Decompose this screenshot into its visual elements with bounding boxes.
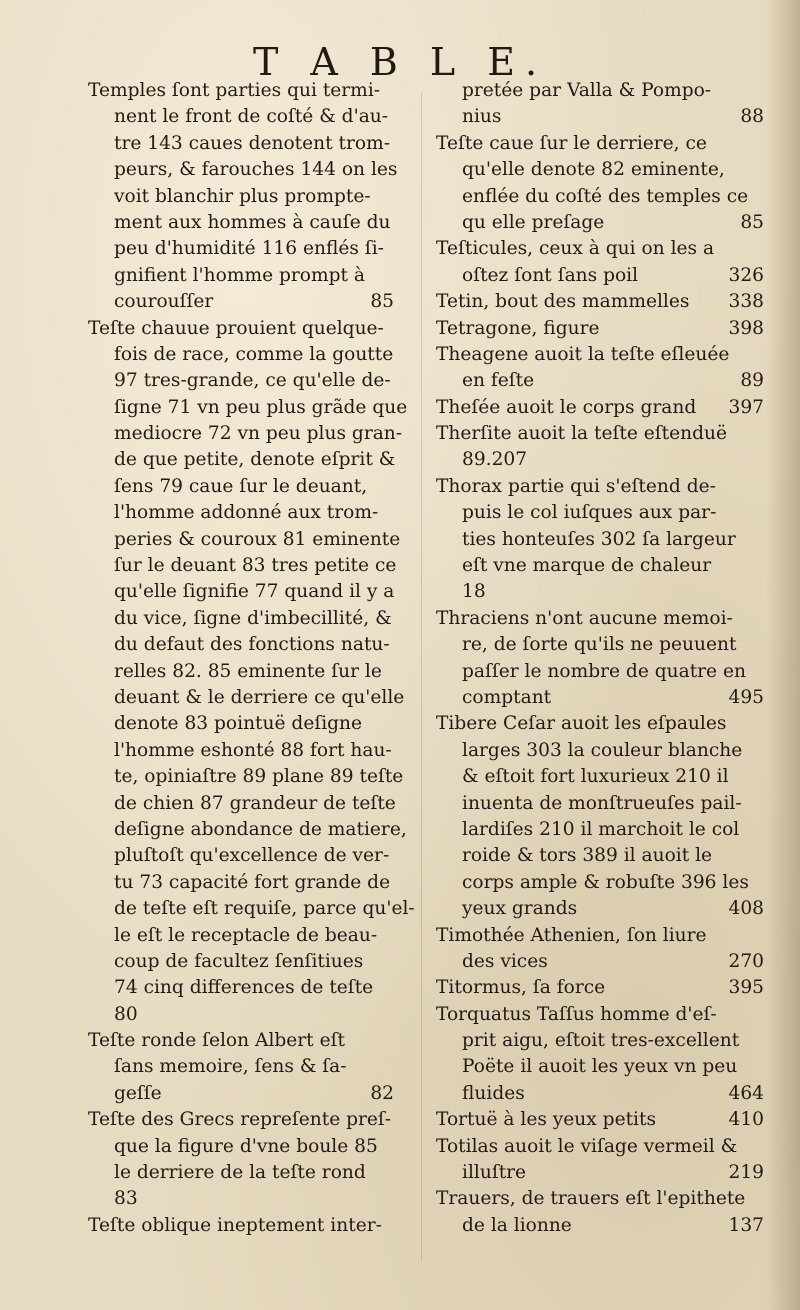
page-number: 464	[728, 1082, 764, 1104]
entry-text-line: pluſtoſt qu'excellence de ver-	[114, 845, 390, 867]
entry-text-line: Totilas auoit le viſage vermeil &	[436, 1135, 738, 1157]
entry-text-line: fois de race, comme la goutte	[114, 343, 394, 365]
page-number: 219	[728, 1162, 764, 1184]
index-entry	[436, 316, 768, 342]
page-number: 410	[728, 1109, 764, 1131]
entry-text-line: Theagene auoit la teſte eſleuée	[436, 343, 730, 365]
entry-text-line: en feſte	[462, 370, 535, 392]
entry-text-line: des vices	[462, 950, 548, 972]
entry-text-line: eſt vne marque de chaleur	[462, 555, 712, 577]
page-number: 85	[370, 291, 394, 313]
entry-text-line: le derriere de la teſte rond	[114, 1162, 366, 1184]
index-entry	[436, 1186, 768, 1239]
entry-text-line: Therſite auoit la teſte eſtenduë	[436, 423, 727, 445]
entry-text-line: peries & couroux 81 eminente	[114, 528, 401, 550]
entry-text: Tetin, bout des mammelles	[436, 291, 690, 313]
entry-text-line	[436, 289, 768, 315]
entry-text-line: l'homme addonné aux trom-	[114, 502, 379, 524]
entry-text-line: qu elle preſage	[462, 211, 605, 233]
entry-text-line: Thraciens n'ont aucune memoi-	[436, 607, 733, 629]
entry-text-line: deuant & le derriere ce qu'elle	[114, 686, 405, 708]
entry-text-line: peurs, & farouches 144 on les	[114, 159, 398, 181]
entry-text-line: puis le col iuſques aux par-	[462, 502, 717, 524]
page-number: 338	[728, 291, 764, 313]
entry-text-line	[436, 395, 768, 421]
page-number: 495	[728, 686, 764, 708]
entry-text-line	[436, 975, 768, 1001]
entry-text-line: Teſte des Grecs repreſente preſ-	[88, 1109, 392, 1131]
index-entry	[436, 606, 768, 712]
entry-text-line: 18	[462, 581, 486, 603]
entry-text-line: nius	[462, 106, 502, 128]
entry-text-line: pretée par Valla & Pompo-	[462, 80, 712, 101]
entry-text-line: qu'elle ſignifie 77 quand il y a	[114, 581, 395, 603]
page-number: 395	[728, 977, 764, 999]
entry-text-line: 83	[114, 1188, 138, 1210]
index-entry	[88, 78, 428, 316]
entry-text-line: ment aux hommes à cauſe du	[114, 211, 391, 233]
entry-text-line: peu d'humidité 116 enflés ſi-	[114, 238, 384, 260]
index-entry	[436, 289, 768, 315]
entry-text-line: du defaut des fonctions natu-	[114, 634, 390, 656]
page-number: 408	[728, 898, 764, 920]
entry-text-line: oſtez ſont ſans poil	[462, 264, 639, 286]
entry-text-line: prit aigu, eſtoit tres-excellent	[462, 1030, 740, 1052]
page-number: 398	[728, 317, 764, 339]
entry-text-line: Teſte oblique ineptement inter-	[88, 1214, 382, 1236]
entry-text-line	[436, 1107, 768, 1133]
entry-text-line: l'homme eshonté 88 fort hau-	[114, 739, 392, 761]
entry-text-line: Thorax partie qui s'eſtend de-	[436, 475, 716, 497]
entry-text-line: courouſſer	[114, 291, 214, 313]
entry-text: Tortuë à les yeux petits	[436, 1109, 657, 1131]
page-number: 82	[370, 1082, 394, 1104]
page-number: 85	[740, 211, 764, 233]
entry-text-line: Poëte il auoit les yeux vn peu	[462, 1056, 738, 1078]
index-entry	[436, 1107, 768, 1133]
entry-text-line: enflée du coſté des temples ce	[462, 185, 749, 207]
entry-text-line: re, de ſorte qu'ils ne peuuent	[462, 634, 737, 656]
entry-text-line	[436, 316, 768, 342]
entry-text-line: illuſtre	[462, 1162, 527, 1184]
entry-text-line: inuenta de monſtrueuſes pail-	[462, 792, 742, 814]
entry-text-line: deſigne abondance de matiere,	[114, 818, 407, 840]
index-column-right	[436, 78, 768, 1239]
index-entry	[88, 1213, 428, 1239]
index-entry	[436, 1002, 768, 1108]
entry-text-line: ſans memoire, ſens & ſa-	[114, 1056, 347, 1078]
entry-text-line: geſſe	[114, 1082, 162, 1104]
index-entry	[436, 236, 768, 289]
index-entry	[436, 711, 768, 922]
entry-text-line: Teſte caue ſur le derriere, ce	[436, 132, 707, 154]
entry-text-line: yeux grands	[462, 898, 578, 920]
index-entry	[436, 421, 768, 474]
entry-text-line: ſens 79 caue ſur le deuant,	[114, 475, 368, 497]
index-entry	[436, 395, 768, 421]
page-number: 137	[728, 1214, 764, 1236]
entry-text-line: ſigne 71 vn peu plus grãde que	[114, 396, 408, 418]
index-entry	[436, 1134, 768, 1187]
entry-text-line: roide & tors 389 il auoit le	[462, 845, 713, 867]
entry-text-line: gnifient l'homme prompt à	[114, 264, 365, 286]
entry-text-line: te, opiniaſtre 89 plane 89 teſte	[114, 766, 404, 788]
entry-text-line: coup de facultez ſenſitiues	[114, 950, 364, 972]
entry-text-line: 74 cinq differences de teſte	[114, 977, 374, 999]
entry-text-line: larges 303 la couleur blanche	[462, 739, 743, 761]
entry-text-line: mediocre 72 vn peu plus gran-	[114, 423, 403, 445]
page-number: 326	[728, 264, 764, 286]
page-title: T A B L E.	[252, 40, 548, 84]
index-entry	[88, 1028, 428, 1107]
index-entry	[436, 923, 768, 976]
index-entry	[88, 1107, 428, 1213]
entry-text-line: Trauers, de trauers eſt l'epithete	[436, 1188, 746, 1210]
entry-text-line: paſſer le nombre de quatre en	[462, 660, 746, 682]
entry-text-line: denote 83 pointuë deſigne	[114, 713, 363, 735]
entry-text-line: ties honteuſes 302 ſa largeur	[462, 528, 736, 550]
entry-text-line: relles 82. 85 eminente ſur le	[114, 660, 382, 682]
entry-text-line: Temples ſont parties qui termi-	[88, 80, 381, 101]
entry-text-line: & eſtoit fort luxurieux 210 il	[462, 766, 729, 788]
entry-text-line: Teſticules, ceux à qui on les a	[436, 238, 715, 260]
index-entry	[436, 131, 768, 237]
entry-text-line: corps ample & robuſte 396 les	[462, 871, 749, 893]
entry-text-line: que la figure d'vne boule 85	[114, 1135, 378, 1157]
entry-text: Theſée auoit le corps grand	[436, 396, 697, 418]
entry-text-line: tre 143 caues denotent trom-	[114, 132, 390, 154]
index-entry	[436, 78, 768, 131]
entry-text-line: Timothée Athenien, ſon liure	[436, 924, 707, 946]
page-number: 397	[728, 396, 764, 418]
index-entry	[88, 316, 428, 1029]
entry-text-line: fluides	[462, 1082, 525, 1104]
entry-text-line: du vice, ſigne d'imbecillité, &	[114, 607, 392, 629]
entry-text-line: de chien 87 grandeur de teſte	[114, 792, 396, 814]
entry-text-line: de la lionne	[462, 1214, 572, 1236]
entry-text-line: le eſt le receptacle de beau-	[114, 924, 378, 946]
entry-text-line: ſur le deuant 83 tres petite ce	[114, 555, 397, 577]
entry-text-line: 97 tres-grande, ce qu'elle de-	[114, 370, 391, 392]
entry-text-line: tu 73 capacité fort grande de	[114, 871, 391, 893]
entry-text: Titormus, ſa force	[436, 977, 606, 999]
entry-text-line: de teſte eſt requiſe, parce qu'el-	[114, 898, 415, 920]
entry-text: Tetragone, figure	[436, 317, 600, 339]
entry-text-line: comptant	[462, 686, 552, 708]
entry-text-line: nent le front de coſté & d'au-	[114, 106, 389, 128]
entry-text-line: qu'elle denote 82 eminente,	[462, 159, 725, 181]
index-entry	[436, 342, 768, 395]
page-edge-shadow	[766, 0, 800, 1310]
page-number: 270	[728, 950, 764, 972]
page-number: 88	[740, 106, 764, 128]
entry-text-line: Torquatus Taſſus homme d'eſ-	[436, 1003, 717, 1025]
entry-text-line: Teſte chauue prouient quelque-	[88, 317, 384, 339]
entry-text-line: Teſte ronde ſelon Albert eſt	[88, 1030, 345, 1052]
entry-text-line: de que petite, denote eſprit &	[114, 449, 396, 471]
index-column-left	[88, 78, 428, 1239]
page-number: 89	[740, 370, 764, 392]
entry-text-line: 80	[114, 1003, 138, 1025]
entry-text-line: 89.207	[462, 449, 528, 471]
index-entry	[436, 975, 768, 1001]
entry-text-line: Tibere Ceſar auoit les eſpaules	[436, 713, 727, 735]
entry-text-line: voit blanchir plus prompte-	[114, 185, 371, 207]
index-entry	[436, 474, 768, 606]
entry-text-line: lardiſes 210 il marchoit le col	[462, 818, 740, 840]
